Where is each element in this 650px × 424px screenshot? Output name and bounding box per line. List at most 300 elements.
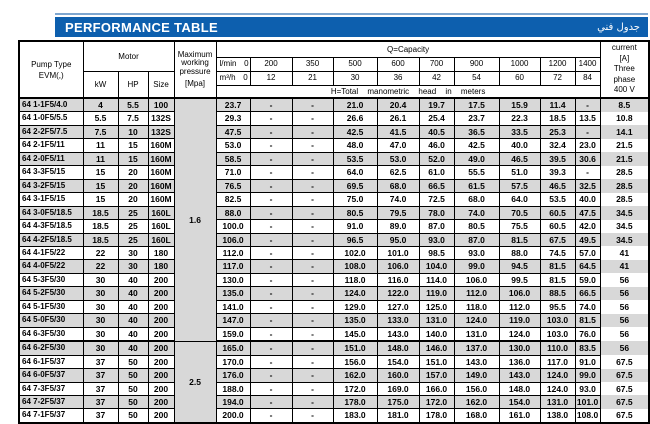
m3h-header-cell [216, 71, 250, 85]
current-cell: 56 [600, 327, 649, 341]
table-row [19, 355, 649, 368]
size-cell: 200 [148, 369, 174, 382]
hp-cell: 5.5 [118, 98, 148, 112]
kw-cell: 37 [83, 395, 118, 408]
kw-header: kW [83, 71, 118, 98]
q-cell: 122.0 [377, 287, 419, 300]
table-row [19, 341, 649, 355]
q-cell: 76.5 [216, 179, 250, 192]
table-row [19, 220, 649, 233]
pump-type-cell: 64 4-0F5/22 [19, 260, 83, 273]
pump-type-cell: 64 6-3F5/30 [19, 327, 83, 341]
q-cell: - [292, 220, 333, 233]
size-cell: 200 [148, 355, 174, 368]
q-cell: 116.0 [377, 273, 419, 286]
current-cell: 67.5 [600, 395, 649, 408]
q-cell: 83.5 [575, 341, 600, 355]
q-cell: - [575, 125, 600, 138]
q-cell: 188.0 [216, 382, 250, 395]
kw-cell: 5.5 [83, 112, 118, 125]
table-row [19, 112, 649, 125]
pump-type-cell: 64 5-3F5/30 [19, 273, 83, 286]
q-cell: 130.0 [499, 341, 540, 355]
q-cell: 42.0 [575, 220, 600, 233]
q-cell: 64.0 [333, 166, 377, 179]
kw-cell: 37 [83, 382, 118, 395]
q-cell: 66.5 [575, 287, 600, 300]
q-cell: 117.0 [540, 355, 575, 368]
q-cell: - [250, 179, 292, 192]
kw-cell: 18.5 [83, 206, 118, 219]
q-cell: 53.0 [377, 152, 419, 165]
q-cell: 74.0 [454, 206, 499, 219]
pump-type-cell: 64 3-1F5/15 [19, 193, 83, 206]
q-cell: 149.0 [454, 369, 499, 382]
pump-type-header-line2: EVM(,) [38, 70, 64, 80]
q-cell: 145.0 [333, 327, 377, 341]
q-cell: - [250, 273, 292, 286]
pressure-unit-label: [Mpa] [185, 79, 206, 88]
q-cell: - [250, 98, 292, 112]
q-cell: 146.0 [419, 341, 454, 355]
q-cell: 32.5 [575, 179, 600, 192]
m3h-value: 0 [243, 73, 248, 83]
pressure-cell: 2.5 [174, 341, 216, 423]
q-cell: 22.3 [499, 112, 540, 125]
q-cell: 30.6 [575, 152, 600, 165]
q-cell: - [292, 98, 333, 112]
kw-cell: 30 [83, 327, 118, 341]
size-cell: 160M [148, 179, 174, 192]
m3h-value: 36 [377, 71, 419, 85]
q-cell: - [250, 382, 292, 395]
q-cell: 64.5 [575, 260, 600, 273]
current-cell: 28.5 [600, 193, 649, 206]
q-cell: - [292, 206, 333, 219]
lmin-value: 500 [333, 57, 377, 71]
table-row [19, 273, 649, 286]
q-cell: 75.5 [499, 220, 540, 233]
q-cell: 89.0 [377, 220, 419, 233]
q-cell: 46.5 [499, 152, 540, 165]
current-cell: 56 [600, 300, 649, 313]
current-header [600, 41, 649, 98]
q-cell: 103.0 [540, 327, 575, 341]
table-row [19, 98, 649, 112]
kw-cell: 11 [83, 139, 118, 152]
size-cell: 180 [148, 246, 174, 259]
size-cell: 160M [148, 139, 174, 152]
q-cell: 119.0 [499, 314, 540, 327]
q-cell: 76.0 [575, 327, 600, 341]
table-row [19, 179, 649, 192]
hp-cell: 20 [118, 166, 148, 179]
q-cell: 119.0 [419, 287, 454, 300]
table-row [19, 152, 649, 165]
pump-type-cell: 64 3-2F5/15 [19, 179, 83, 192]
q-cell: 131.0 [540, 395, 575, 408]
hp-cell: 50 [118, 369, 148, 382]
q-cell: - [250, 287, 292, 300]
q-cell: 68.0 [377, 179, 419, 192]
q-cell: 46.0 [419, 139, 454, 152]
q-cell: 78.0 [419, 206, 454, 219]
hp-cell: 50 [118, 355, 148, 368]
current-cell: 56 [600, 273, 649, 286]
q-cell: 133.0 [377, 314, 419, 327]
m3h-value: 21 [292, 71, 333, 85]
pressure-cell: 1.6 [174, 98, 216, 341]
table-row [19, 246, 649, 259]
q-cell: 17.5 [454, 98, 499, 112]
q-cell: - [250, 152, 292, 165]
current-cell: 21.5 [600, 139, 649, 152]
kw-cell: 22 [83, 260, 118, 273]
q-cell: 159.0 [216, 327, 250, 341]
kw-cell: 30 [83, 341, 118, 355]
q-cell: 49.5 [575, 233, 600, 246]
q-cell: 93.0 [575, 382, 600, 395]
q-cell: 87.0 [419, 220, 454, 233]
size-cell: 200 [148, 395, 174, 408]
q-cell: 88.0 [216, 206, 250, 219]
hp-cell: 10 [118, 125, 148, 138]
current-cell: 67.5 [600, 369, 649, 382]
q-cell: 178.0 [333, 395, 377, 408]
pressure-header [174, 41, 216, 98]
pump-type-header [19, 41, 83, 98]
q-cell: 176.0 [216, 369, 250, 382]
q-cell: 101.0 [576, 396, 599, 407]
q-cell: - [250, 314, 292, 327]
q-cell: 53.5 [540, 193, 575, 206]
q-cell: 147.0 [216, 314, 250, 327]
q-cell: - [250, 369, 292, 382]
size-cell: 132S [148, 125, 174, 138]
q-cell: 42.5 [333, 125, 377, 138]
lmin-value: 600 [377, 57, 419, 71]
q-cell: 64.0 [499, 193, 540, 206]
current-cell: 67.5 [600, 355, 649, 368]
current-cell: 67.5 [600, 409, 649, 423]
current-header-line: phase [613, 74, 636, 84]
kw-cell: 30 [83, 287, 118, 300]
q-cell: - [250, 409, 292, 423]
q-cell: 40.5 [419, 125, 454, 138]
q-cell: - [250, 327, 292, 341]
q-cell: - [250, 260, 292, 273]
q-cell: 21.0 [333, 98, 377, 112]
pump-type-cell: 64 5-0F5/30 [19, 314, 83, 327]
table-row [19, 139, 649, 152]
kw-cell: 18.5 [83, 220, 118, 233]
q-cell: 60.5 [540, 220, 575, 233]
q-cell: 161.0 [499, 409, 540, 423]
q-cell: 40.0 [499, 139, 540, 152]
q-cell: 156.0 [454, 382, 499, 395]
q-cell: 104.0 [419, 260, 454, 273]
q-cell: - [292, 314, 333, 327]
lmin-header-cell [216, 57, 250, 71]
m3h-label: m³/h [219, 73, 236, 83]
header-row-capacity [19, 41, 649, 57]
size-cell: 200 [148, 300, 174, 313]
pump-type-cell: 64 3-3F5/15 [19, 166, 83, 179]
q-cell: 74.0 [575, 300, 600, 313]
q-cell: - [292, 300, 333, 313]
q-cell: 106.0 [216, 233, 250, 246]
q-cell: 81.5 [575, 314, 600, 327]
q-cell: 51.0 [499, 166, 540, 179]
q-cell: 102.0 [333, 246, 377, 259]
size-cell: 160M [148, 166, 174, 179]
q-cell: 124.0 [333, 287, 377, 300]
q-cell: 148.0 [377, 341, 419, 355]
hp-header: HP [118, 71, 148, 98]
q-cell: - [292, 125, 333, 138]
hp-cell: 40 [118, 327, 148, 341]
table-row [19, 233, 649, 246]
q-cell: - [292, 409, 333, 423]
page-title: PERFORMANCE TABLE [65, 19, 218, 35]
size-cell: 160L [148, 206, 174, 219]
q-cell: 95.5 [540, 300, 575, 313]
q-cell: 26.1 [377, 112, 419, 125]
q-cell: 94.5 [499, 260, 540, 273]
q-cell: 72.5 [419, 193, 454, 206]
q-cell: - [250, 300, 292, 313]
q-cell: 125.0 [419, 300, 454, 313]
lmin-value: 200 [250, 57, 292, 71]
q-cell: 46.5 [540, 179, 575, 192]
top-rule [55, 13, 648, 15]
size-cell: 132S [148, 112, 174, 125]
q-cell: 112.0 [216, 246, 250, 259]
table-row [19, 369, 649, 382]
q-cell: 13.5 [575, 112, 600, 125]
q-cell: 131.0 [454, 327, 499, 341]
pump-type-header-line1: Pump Type [31, 59, 72, 69]
pump-type-cell: 64 6-0F5/37 [19, 369, 83, 382]
q-cell: 60.5 [540, 206, 575, 219]
current-cell: 41 [600, 246, 649, 259]
lmin-value: 1000 [499, 57, 540, 71]
current-cell: 56 [600, 287, 649, 300]
q-cell: 96.5 [333, 233, 377, 246]
q-cell: 40.0 [575, 193, 600, 206]
q-cell: 151.0 [419, 355, 454, 368]
q-cell: - [292, 355, 333, 368]
hp-cell: 7.5 [118, 112, 148, 125]
q-cell: 47.5 [216, 125, 250, 138]
pump-type-cell: 64 6-2F5/30 [19, 341, 83, 355]
pump-type-cell: 64 2-1F5/11 [19, 139, 83, 152]
current-cell: 67.5 [600, 382, 649, 395]
q-cell: - [292, 112, 333, 125]
q-cell: 118.0 [333, 273, 377, 286]
q-cell: 156.0 [333, 355, 377, 368]
q-cell: 99.0 [454, 260, 499, 273]
header-row-m3h [19, 71, 649, 85]
page-title-arabic: جدول فني [597, 21, 640, 33]
head-note: H=Total manometric head in meters [216, 85, 600, 98]
hp-cell: 25 [118, 233, 148, 246]
m3h-value: 30 [333, 71, 377, 85]
size-cell: 160M [148, 152, 174, 165]
q-cell: - [292, 246, 333, 259]
q-cell: - [250, 246, 292, 259]
hp-cell: 15 [118, 152, 148, 165]
q-cell: 58.5 [216, 152, 250, 165]
q-cell: 20.4 [377, 98, 419, 112]
current-cell: 56 [600, 314, 649, 327]
hp-cell: 40 [118, 314, 148, 327]
table-row [19, 125, 649, 138]
q-cell: - [292, 260, 333, 273]
current-cell: 56 [600, 341, 649, 355]
pump-type-cell: 64 7-3F5/37 [19, 382, 83, 395]
performance-table-body [19, 98, 649, 423]
pressure-header-line: pressure [179, 66, 211, 76]
q-cell: 143.0 [454, 355, 499, 368]
lmin-value: 1200 [540, 57, 575, 71]
q-cell: 48.0 [333, 139, 377, 152]
q-cell: 140.0 [419, 327, 454, 341]
size-cell: 200 [148, 273, 174, 286]
q-cell: 200.0 [216, 409, 250, 423]
q-cell: 47.0 [377, 139, 419, 152]
q-cell: 19.7 [419, 98, 454, 112]
q-cell: 11.4 [540, 98, 575, 112]
m3h-value: 60 [499, 71, 540, 85]
q-cell: - [292, 152, 333, 165]
q-cell: 75.0 [333, 193, 377, 206]
q-cell: 136.0 [499, 355, 540, 368]
hp-cell: 15 [118, 139, 148, 152]
q-cell: 42.5 [454, 139, 499, 152]
q-cell: 81.5 [499, 233, 540, 246]
size-cell: 100 [148, 98, 174, 112]
table-header [19, 41, 649, 98]
kw-cell: 11 [83, 152, 118, 165]
q-cell: 141.0 [216, 300, 250, 313]
q-cell: 137.0 [454, 341, 499, 355]
kw-cell: 37 [83, 369, 118, 382]
q-cell: - [575, 166, 600, 179]
pump-type-cell: 64 2-2F5/7.5 [19, 125, 83, 138]
q-cell: 15.9 [499, 98, 540, 112]
table-row [19, 409, 649, 423]
q-cell: 124.0 [499, 327, 540, 341]
q-cell: 53.5 [333, 152, 377, 165]
q-cell: 53.0 [216, 139, 250, 152]
q-cell: 61.5 [454, 179, 499, 192]
q-cell: 69.5 [333, 179, 377, 192]
q-cell: - [292, 382, 333, 395]
motor-header: Motor [83, 41, 174, 71]
q-cell: 165.0 [216, 341, 250, 355]
q-cell: - [250, 233, 292, 246]
lmin-value: 0 [244, 59, 249, 69]
table-row [19, 206, 649, 219]
q-cell: 33.5 [499, 125, 540, 138]
current-cell: 34.5 [600, 220, 649, 233]
q-cell: 39.5 [540, 152, 575, 165]
q-cell: 80.5 [333, 206, 377, 219]
pump-type-cell: 64 5-1F5/30 [19, 300, 83, 313]
q-cell: - [250, 341, 292, 355]
q-cell: 55.5 [454, 166, 499, 179]
table-row [19, 193, 649, 206]
table-row [19, 314, 649, 327]
q-cell: 29.3 [216, 112, 250, 125]
table-row [19, 260, 649, 273]
q-cell: 88.5 [540, 287, 575, 300]
pump-type-cell: 64 4-1F5/22 [19, 246, 83, 259]
q-cell: 181.0 [377, 409, 419, 423]
q-cell: 175.0 [377, 395, 419, 408]
q-cell: - [292, 369, 333, 382]
q-cell: 110.0 [540, 341, 575, 355]
pressure-header-line: Maximum [177, 49, 213, 59]
table-row [19, 327, 649, 341]
q-cell: 131.0 [419, 314, 454, 327]
pump-type-cell: 64 6-1F5/37 [19, 355, 83, 368]
q-cell: 127.0 [377, 300, 419, 313]
hp-cell: 50 [118, 409, 148, 423]
q-cell: 148.0 [499, 382, 540, 395]
q-cell: - [292, 341, 333, 355]
q-cell: 23.7 [454, 112, 499, 125]
q-cell: 68.0 [454, 193, 499, 206]
q-cell: 99.0 [575, 369, 600, 382]
pump-type-cell: 64 3-0F5/18.5 [19, 206, 83, 219]
q-cell: 99.5 [499, 273, 540, 286]
q-cell: 61.0 [419, 166, 454, 179]
q-cell: 166.0 [419, 382, 454, 395]
hp-cell: 20 [118, 179, 148, 192]
q-cell: 88.0 [499, 246, 540, 259]
q-cell: - [292, 166, 333, 179]
kw-cell: 30 [83, 314, 118, 327]
q-cell: - [292, 179, 333, 192]
q-cell: - [292, 327, 333, 341]
pump-type-cell: 64 2-0F5/11 [19, 152, 83, 165]
lmin-value: 350 [292, 57, 333, 71]
q-cell: 178.0 [419, 409, 454, 423]
q-cell: - [250, 112, 292, 125]
current-cell: 41 [600, 260, 649, 273]
hp-cell: 50 [118, 395, 148, 408]
q-cell: - [292, 139, 333, 152]
q-cell: 49.0 [454, 152, 499, 165]
q-cell: 71.0 [216, 166, 250, 179]
lmin-value: 700 [419, 57, 454, 71]
table-row [19, 287, 649, 300]
q-cell: 124.0 [454, 314, 499, 327]
q-cell: 162.0 [454, 395, 499, 408]
q-cell: 62.5 [377, 166, 419, 179]
q-cell: 32.4 [540, 139, 575, 152]
kw-cell: 30 [83, 273, 118, 286]
q-cell: 118.0 [454, 300, 499, 313]
pressure-header-line: working [181, 58, 209, 67]
q-cell: - [250, 355, 292, 368]
q-cell: 143.0 [377, 327, 419, 341]
q-cell: 154.0 [499, 395, 540, 408]
capacity-header: Q=Capacity [216, 41, 600, 57]
q-cell: 169.0 [377, 382, 419, 395]
